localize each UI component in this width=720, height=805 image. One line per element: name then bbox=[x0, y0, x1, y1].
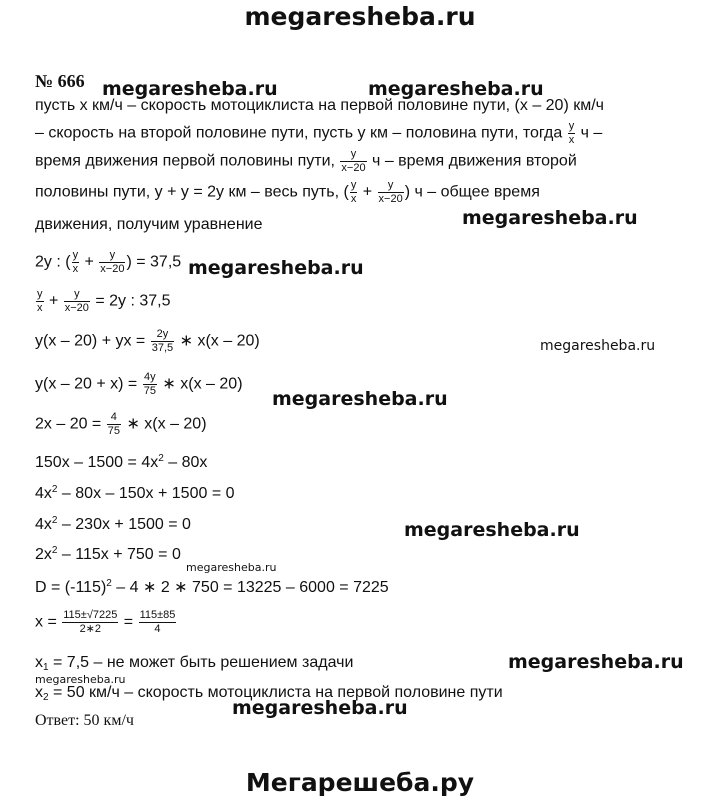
equation-10 bbox=[35, 577, 389, 597]
eq-text: ∗ х(х – 20) bbox=[126, 415, 207, 433]
eq-text: ) = 37,5 bbox=[126, 253, 182, 271]
intro-text: ) ч – общее время bbox=[404, 183, 540, 201]
intro-line-3 bbox=[35, 149, 577, 174]
eq-text: = 2у : 37,5 bbox=[95, 292, 171, 310]
eq-text: – 80х – 150х + 1500 = 0 bbox=[61, 485, 235, 502]
watermark: megaresheba.ru bbox=[102, 78, 278, 100]
intro-line-1: пусть х км/ч – скорость мотоциклиста на первой половине пути, (х – 20) км/ч bbox=[35, 97, 605, 114]
site-header: megaresheba.ru bbox=[244, 2, 476, 31]
subscript: 1 bbox=[43, 662, 49, 673]
eq-text: – 115х + 750 = 0 bbox=[61, 546, 181, 563]
equation-2: $\frac{у}{х}$ + $\frac{у}{х-20}$ = 2у : 37,5 bbox=[37, 288, 171, 314]
watermark: megaresheba.ru bbox=[188, 257, 364, 279]
exponent: 2 bbox=[51, 515, 58, 526]
fraction-y-over-x20: $\frac{у}{х-20}$ bbox=[100, 249, 125, 275]
fraction-quadratic-formula: $\frac{115\pm√7225}{2∗2}$ bbox=[63, 609, 118, 635]
eq-text: 4х bbox=[35, 485, 52, 502]
fraction-y-over-x: $\frac{у}{х}$ bbox=[568, 120, 575, 146]
fraction-4-over-75: $\frac{4}{75}$ bbox=[107, 411, 120, 437]
fraction-2y-over-375: $\frac{2у}{37,5}$ bbox=[151, 328, 174, 354]
eq-text: 2х – 20 = bbox=[35, 415, 102, 433]
eq-text: ∗ х(х – 20) bbox=[179, 332, 260, 350]
equation-4 bbox=[35, 372, 243, 397]
eq-text: ∗ х(х – 20) bbox=[162, 375, 243, 393]
intro-text: половины пути, у + у = 2у км – весь путь, ( bbox=[35, 183, 349, 201]
watermark: megaresheba.ru bbox=[186, 561, 277, 574]
equation-5 bbox=[35, 412, 207, 437]
watermark: megaresheba.ru bbox=[35, 673, 126, 686]
equation-6 bbox=[35, 454, 207, 472]
intro-text: ч – время движения второй bbox=[372, 152, 577, 170]
eq-text: х = bbox=[35, 613, 57, 631]
eq-text: 4х bbox=[35, 516, 52, 533]
fraction-y-over-x20: $\frac{у}{х-20}$ bbox=[341, 148, 366, 174]
eq-text: – 230х + 1500 = 0 bbox=[61, 516, 191, 533]
watermark: megaresheba.ru bbox=[508, 651, 684, 673]
equation-8 bbox=[35, 516, 191, 534]
eq-text: D = (-115) bbox=[35, 579, 107, 596]
fraction-y-over-x: $\frac{у}{х}$ bbox=[37, 288, 43, 314]
equation-7 bbox=[35, 485, 235, 503]
fraction-y-over-x: $\frac{у}{х}$ bbox=[72, 249, 79, 275]
site-footer: Мегарешеба.ру bbox=[245, 768, 475, 797]
problem-number: № 666 bbox=[35, 71, 85, 91]
eq-text: – 80х bbox=[168, 454, 208, 471]
fraction-4y-over-75: $\frac{4у}{75}$ bbox=[143, 371, 156, 397]
equation-9 bbox=[35, 546, 181, 564]
eq-text: х bbox=[35, 684, 43, 701]
watermark: megaresheba.ru bbox=[232, 697, 408, 719]
watermark: megaresheba.ru bbox=[368, 78, 544, 100]
eq-text: у(х – 20 + х) = bbox=[35, 375, 138, 393]
eq-text: – 4 ∗ 2 ∗ 750 = 13225 – 6000 = 7225 bbox=[116, 579, 389, 596]
subscript: 2 bbox=[43, 692, 49, 703]
root-x1 bbox=[35, 654, 353, 672]
equation-1: 2у : ( $\frac{у}{х}$ + $\frac{у}{х-20}$ ) = 37,5 bbox=[35, 249, 182, 275]
eq-text: = 7,5 – не может быть решением задачи bbox=[53, 654, 354, 671]
eq-text: = 50 км/ч – скорость мотоциклиста на первой половине пути bbox=[53, 684, 503, 701]
intro-text: время движения первой половины пути, bbox=[35, 152, 335, 170]
exponent: 2 bbox=[51, 545, 58, 556]
equation-11: х = $\frac{115\pm√7225}{2∗2}$ = $\frac{115\pm 85}{4}$ bbox=[35, 609, 176, 635]
eq-text: у(х – 20) + ух = bbox=[35, 332, 146, 350]
eq-text: х bbox=[35, 654, 43, 671]
answer: Ответ: 50 км/ч bbox=[35, 712, 134, 729]
fraction-y-over-x20: $\frac{у}{х-20}$ bbox=[64, 288, 89, 314]
exponent: 2 bbox=[158, 453, 164, 464]
eq-text: 150х – 1500 = 4х bbox=[35, 454, 159, 471]
exponent: 2 bbox=[51, 484, 58, 495]
equation-3 bbox=[35, 329, 260, 354]
intro-text: ч – bbox=[580, 124, 603, 142]
eq-text: 2у : ( bbox=[35, 253, 71, 271]
watermark: megaresheba.ru bbox=[462, 207, 638, 229]
eq-text: 2х bbox=[35, 546, 52, 563]
fraction-115-85-over-4: $\frac{115\pm 85}{4}$ bbox=[139, 609, 176, 635]
fraction-y-over-x20: $\frac{у}{х-20}$ bbox=[378, 179, 403, 205]
intro-line-5: движения, получим уравнение bbox=[35, 216, 263, 233]
fraction-y-over-x: $\frac{у}{х}$ bbox=[350, 179, 357, 205]
intro-line-4: половины пути, у + у = 2у км – весь путь, ( $\frac{у}{х}$ + $\frac{у}{х-20}$ ) ч – общее время bbox=[35, 179, 540, 205]
intro-text: – скорость на второй половине пути, пусть у км – половина пути, тогда bbox=[35, 124, 563, 142]
exponent: 2 bbox=[106, 578, 112, 589]
intro-line-2 bbox=[35, 121, 602, 146]
watermark: megaresheba.ru bbox=[272, 388, 448, 410]
watermark: megaresheba.ru bbox=[404, 519, 580, 541]
watermark: megaresheba.ru bbox=[540, 338, 656, 354]
